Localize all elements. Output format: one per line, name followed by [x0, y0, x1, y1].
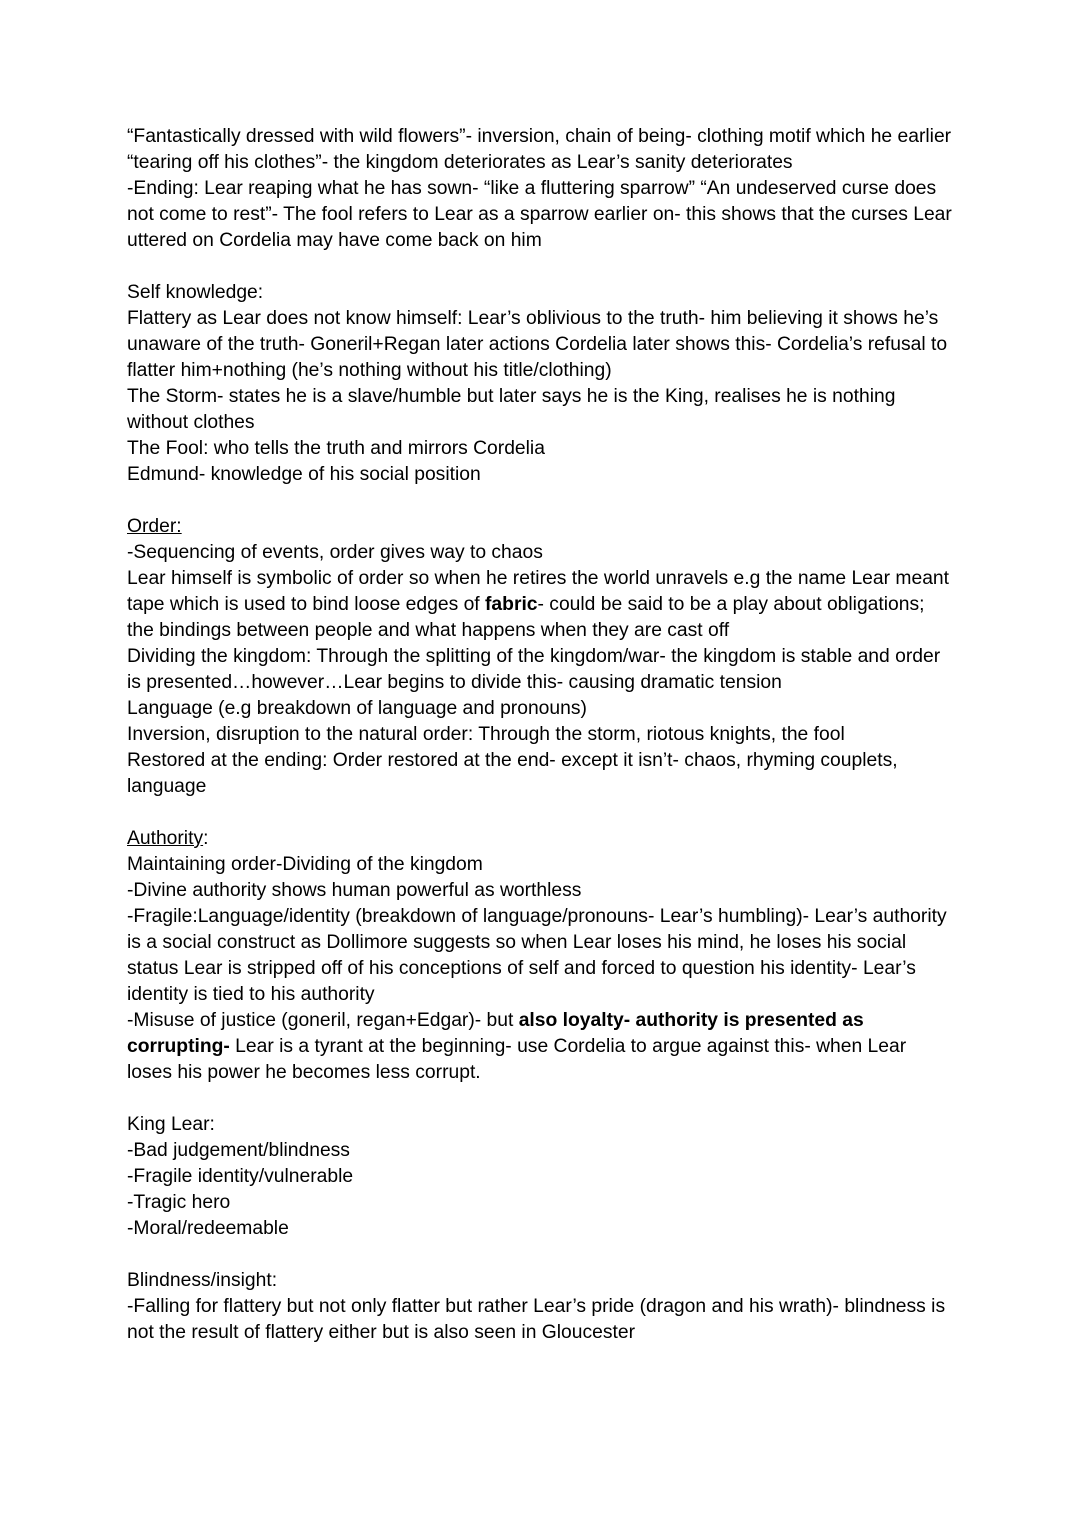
text-segment: Flattery as Lear does not know himself: Lear’s oblivious to the truth- him believing it shows he’s unaware of the truth- Goneril+Regan later actions Cordelia later shows this- Cordelia’s refusal to flatter him+nothing (he’s nothing without his title/clothing) [127, 308, 953, 381]
document-body [127, 124, 958, 1346]
text-segment: Lear himself is symbolic of order so when he retires the world unravels e.g the name Lear meant tape which is used to bind loose edges of [127, 568, 955, 615]
text-segment: The Storm- states he is a slave/humble but later says he is the King, realises he is nothing without clothes [127, 386, 901, 433]
text-segment: -Misuse of justice (goneril, regan+Edgar)- but [127, 1010, 519, 1031]
text-line [127, 540, 953, 566]
text-line [127, 748, 953, 800]
text-segment: Self knowledge: [127, 282, 264, 303]
underlined-text-segment: Authority [127, 828, 204, 849]
text-line [127, 852, 953, 878]
text-segment: Inversion, disruption to the natural order: Through the storm, riotous knights, the fool [127, 724, 845, 745]
text-line [127, 306, 953, 384]
text-segment: Blindness/insight: [127, 1270, 278, 1291]
text-line [127, 1164, 953, 1190]
text-segment: Language (e.g breakdown of language and pronouns) [127, 698, 587, 719]
section-blindness-insight [127, 1268, 953, 1346]
text-segment: Maintaining order-Dividing of the kingdom [127, 854, 483, 875]
text-segment: -Ending: Lear reaping what he has sown- “like a fluttering sparrow” “An undeserved curse does not come to rest”- The fool refers to Lear as a sparrow earlier on- this shows that the curses Lear uttered on Cordelia may have come back on him [127, 178, 958, 251]
text-segment: - could be said to be a play about obligations; the bindings between people and what happens when they are cast off [127, 594, 930, 641]
text-line [127, 644, 953, 696]
section-heading [127, 826, 953, 852]
text-line [127, 1216, 953, 1242]
text-segment: -Divine authority shows human powerful as worthless [127, 880, 582, 901]
section-king-lear [127, 1112, 953, 1242]
text-line [127, 124, 957, 176]
text-line [127, 176, 958, 254]
text-line [127, 462, 953, 488]
text-segment: “Fantastically dressed with wild flowers”- inversion, chain of being- clothing motif which he earlier “tearing off his clothes”- the kingdom deteriorates as Lear’s sanity deteriorates [127, 126, 957, 173]
text-line [127, 1138, 953, 1164]
text-segment: Lear is a tyrant at the beginning- use Cordelia to argue against this- when Lear loses his power he becomes less corrupt. [127, 1036, 912, 1083]
text-line [127, 1294, 953, 1346]
text-line [127, 1190, 953, 1216]
section-heading [127, 280, 953, 306]
section-self-knowledge [127, 280, 953, 488]
text-segment: King Lear: [127, 1114, 215, 1135]
text-segment: -Fragile:Language/identity (breakdown of language/pronouns- Lear’s humbling)- Lear’s authority is a social construct as Dollimore suggests so when Lear loses his mind, he loses his social status Lear is stripped off of his conceptions of self and forced to question his identity- Lear’s identity is tied to his authority [127, 906, 952, 1005]
text-segment: -Falling for flattery but not only flatter but rather Lear’s pride (dragon and his wrath)- blindness is not the result of flattery either but is also seen in Gloucester [127, 1296, 951, 1343]
text-line [127, 904, 953, 1008]
section-authority [127, 826, 953, 1086]
text-segment: -Fragile identity/vulnerable [127, 1166, 354, 1187]
text-segment: -Sequencing of events, order gives way to chaos [127, 542, 543, 563]
text-segment: Edmund- knowledge of his social position [127, 464, 481, 485]
text-segment: The Fool: who tells the truth and mirrors Cordelia [127, 438, 545, 459]
bold-text-segment: also loyalty- authority is presented as corrupting- [127, 1010, 870, 1057]
text-line [127, 1008, 953, 1086]
text-line [127, 878, 953, 904]
section-order [127, 514, 953, 800]
text-line [127, 436, 953, 462]
section-heading [127, 1112, 953, 1138]
underlined-text-segment: Order: [127, 516, 182, 537]
section-heading [127, 514, 953, 540]
text-segment: : [203, 828, 209, 849]
text-line [127, 722, 953, 748]
section-heading [127, 1268, 953, 1294]
section-clothing-motif-and-ending [127, 124, 958, 254]
text-segment: Restored at the ending: Order restored at the end- except it isn’t- chaos, rhyming couplets, language [127, 750, 903, 797]
bold-text-segment: fabric [485, 594, 538, 615]
text-segment: Dividing the kingdom: Through the splitting of the kingdom/war- the kingdom is stable and order is presented…however…Lear begins to divide this- causing dramatic tension [127, 646, 946, 693]
text-segment: -Moral/redeemable [127, 1218, 289, 1239]
text-segment: -Tragic hero [127, 1192, 231, 1213]
text-line [127, 696, 953, 722]
text-line [127, 566, 953, 644]
text-line [127, 384, 953, 436]
text-segment: -Bad judgement/blindness [127, 1140, 350, 1161]
